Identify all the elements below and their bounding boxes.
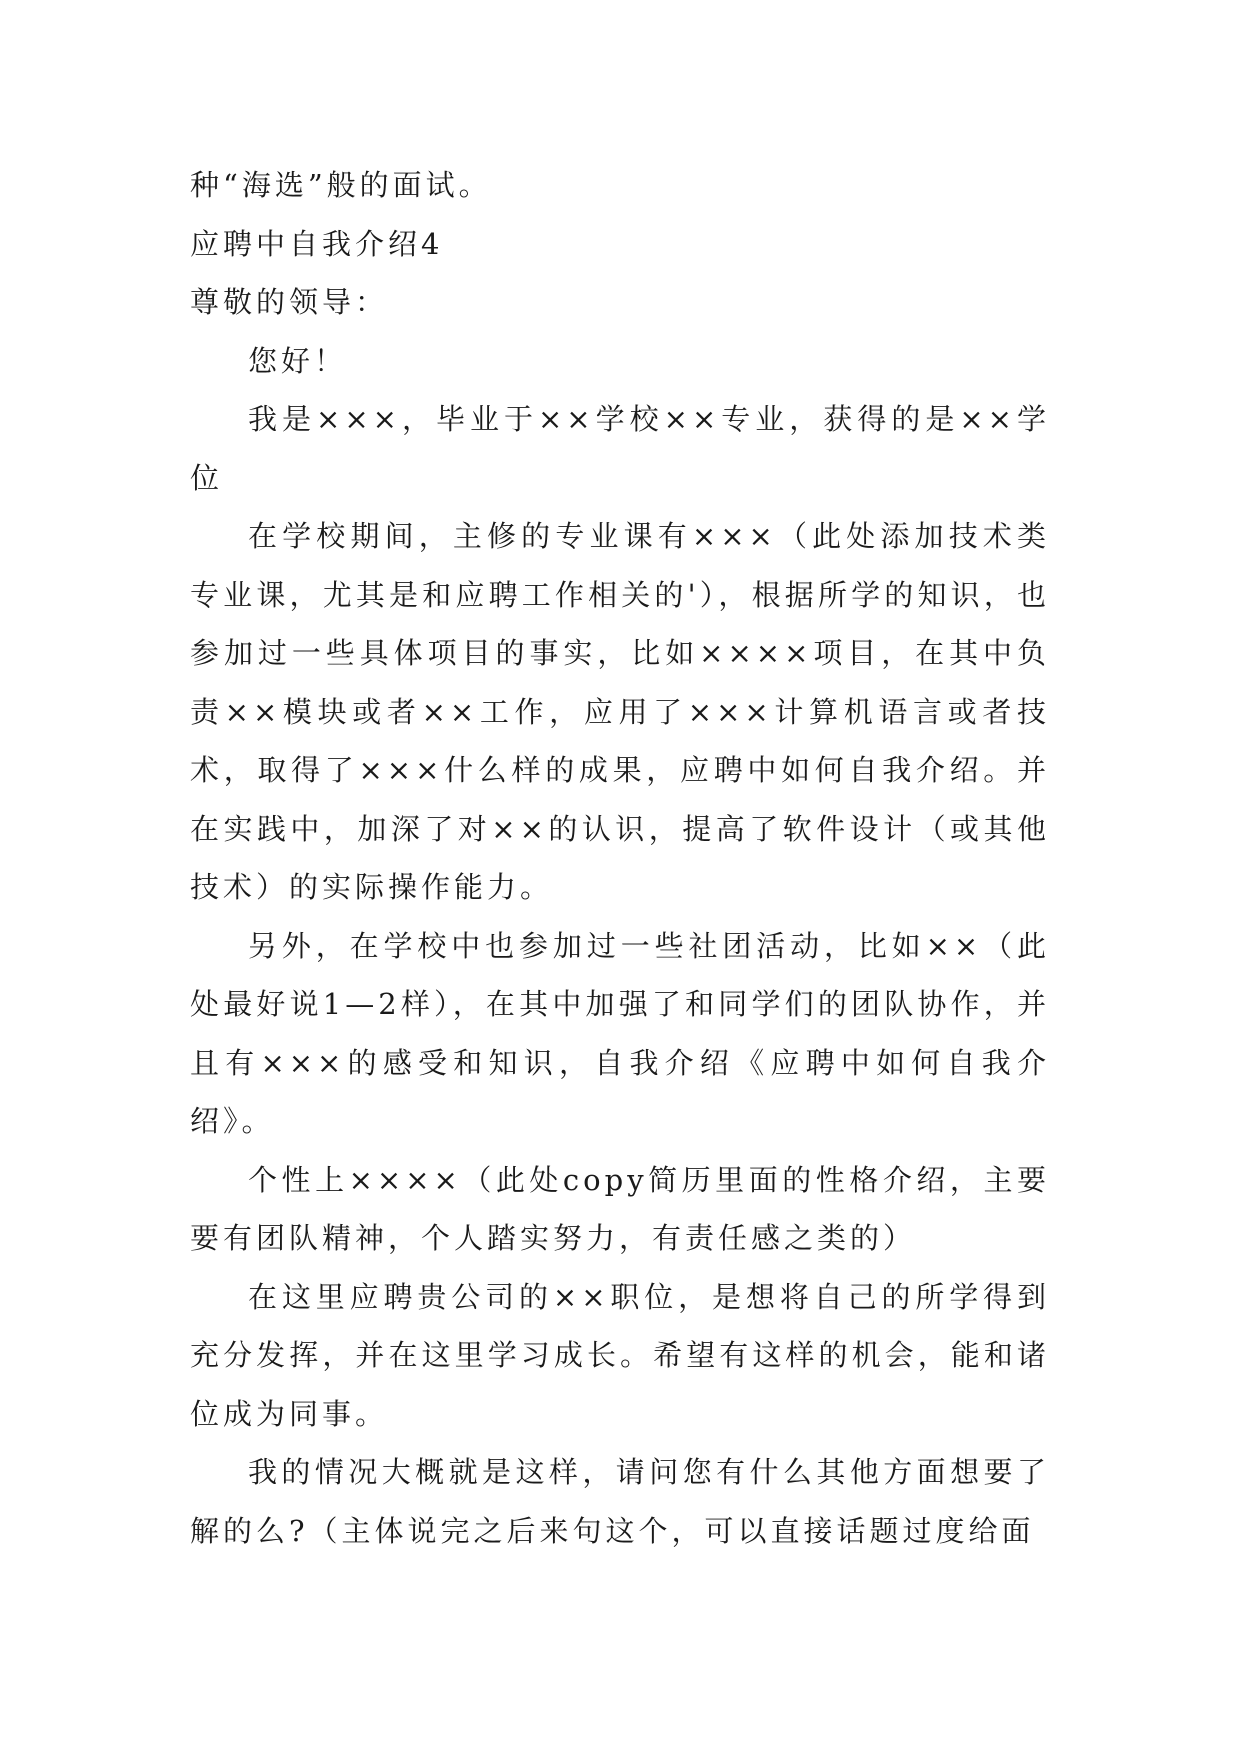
paragraph-courses-projects: 在学校期间，主修的专业课有×××（此处添加技术类专业课，尤其是和应聘工作相关的'），根据所学的知识，也参加过一些具体项目的事实，比如××××项目，在其中负责××模块或者××工作，应用了×××计算机语言或者技术，取得了×××什么样的成果，应聘中如何自我介绍。并在实践中，加深了对××的认识，提高了软件设计（或其他技术）的实际操作能力。 — [190, 519, 1050, 904]
section-heading: 应聘中自我介绍4 — [190, 226, 444, 261]
salutation: 尊敬的领导： — [190, 285, 389, 319]
paragraph-closing: 我的情况大概就是这样，请问您有什么其他方面想要了解的么?（主体说完之后来句这个，可以直接话题过度给面 — [190, 1455, 1050, 1548]
paragraph-personality: 个性上××××（此处copy简历里面的性格介绍，主要要有团队精神，个人踏实努力，有责任感之类的） — [190, 1162, 1050, 1255]
paragraph-education: 我是×××，毕业于××学校××专业，获得的是××学位 — [190, 402, 1050, 495]
paragraph-motivation: 在这里应聘贵公司的××职位，是想将自己的所学得到充分发挥，并在这里学习成长。希望有这样的机会，能和诸位成为同事。 — [190, 1279, 1050, 1431]
paragraph-activities: 另外，在学校中也参加过一些社团活动，比如××（此处最好说1—2样），在其中加强了和同学们的团队协作，并且有×××的感受和知识，自我介绍《应聘中如何自我介绍》。 — [190, 928, 1050, 1138]
document-body — [190, 156, 1050, 1560]
paragraph-continuation: 种“海选”般的面试。 — [190, 168, 492, 202]
greeting: 您好！ — [248, 343, 348, 378]
